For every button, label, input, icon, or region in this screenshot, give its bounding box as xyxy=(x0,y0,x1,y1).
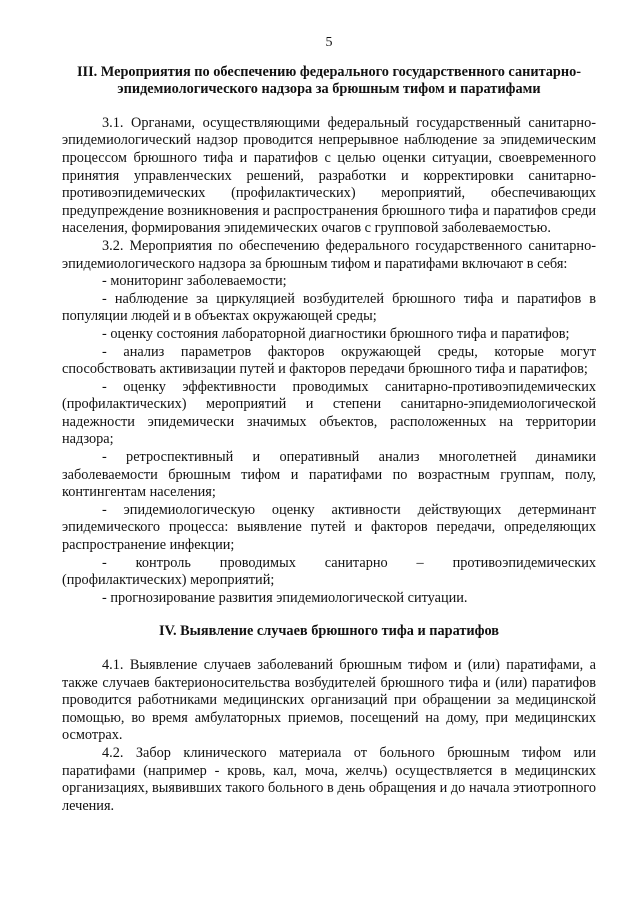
list-item-control: - контроль проводимых санитарно – противоэпидемических (профилактических) мероприятий; xyxy=(62,554,596,589)
paragraph-3-1: 3.1. Органами, осуществляющими федеральный государственный санитарно-эпидемиологический надзор проводится непрерывное наблюдение за эпидемическим процессом брюшного тифа и паратифов с целью оценки ситуации, своевременного принятия управленческих решений, разработки и корректировки санитарно-противоэпидемических (профилактических) мероприятий, обеспечивающих предупреждение возникновения и распространения брюшного тифа и паратифов среди населения, формирования эпидемических очагов с групповой заболеваемостью. xyxy=(62,114,596,237)
list-item-epidemiological-assessment: - эпидемиологическую оценку активности действующих детерминант эпидемического процесса: выявление путей и факторов передачи, определяющих распространение инфекции; xyxy=(62,501,596,554)
paragraph-4-1: 4.1. Выявление случаев заболеваний брюшным тифом и (или) паратифами, а также случаев бактерионосительства возбудителей брюшного тифа и (или) паратифов проводится работниками медицинских организаций при обращении за медицинской помощью, во время амбулаторных приемов, посещений на дому, при медицинских осмотрах. xyxy=(62,657,596,744)
list-item-forecasting: - прогнозирование развития эпидемиологической ситуации. xyxy=(102,589,468,606)
list-item-circulation: - наблюдение за циркуляцией возбудителей брюшного тифа и паратифов в популяции людей и в объектах окружающей среды; xyxy=(62,290,596,325)
section-3-title: III. Мероприятия по обеспечению федерального государственного санитарно-эпидемиологического надзора за брюшным тифом и паратифами xyxy=(76,63,582,98)
section-4-title: IV. Выявление случаев брюшного тифа и паратифов xyxy=(158,623,500,640)
list-item-effectiveness: - оценку эффективности проводимых санитарно-противоэпидемических (профилактических) мероприятий и степени санитарно-эпидемиологической надежности эпидемически значимых объектов, расположенных на территории надзора; xyxy=(62,378,596,448)
list-item-retrospective-analysis: - ретроспективный и оперативный анализ многолетней динамики заболеваемости брюшным тифом и паратифами по возрастным группам, полу, контингентам населения; xyxy=(62,449,596,501)
list-item-lab-diagnostics: - оценку состояния лабораторной диагностики брюшного тифа и паратифов; xyxy=(102,325,570,342)
list-item-monitoring: - мониторинг заболеваемости; xyxy=(102,273,287,290)
list-item-environment-analysis: - анализ параметров факторов окружающей среды, которые могут способствовать активизации путей и факторов передачи брюшного тифа и паратифов; xyxy=(62,343,596,378)
page-number: 5 xyxy=(325,35,333,50)
document-page xyxy=(62,34,596,815)
paragraph-4-2: 4.2. Забор клинического материала от больного брюшным тифом или паратифами (например - кровь, кал, моча, желчь) осуществляется в медицинских организациях, выявивших такого больного в день обращения и до начала этиотропного лечения. xyxy=(62,744,596,814)
paragraph-3-2: 3.2. Мероприятия по обеспечению федерального государственного санитарно-эпидемиологического надзора за брюшным тифом и паратифами включают в себя: xyxy=(62,237,596,272)
